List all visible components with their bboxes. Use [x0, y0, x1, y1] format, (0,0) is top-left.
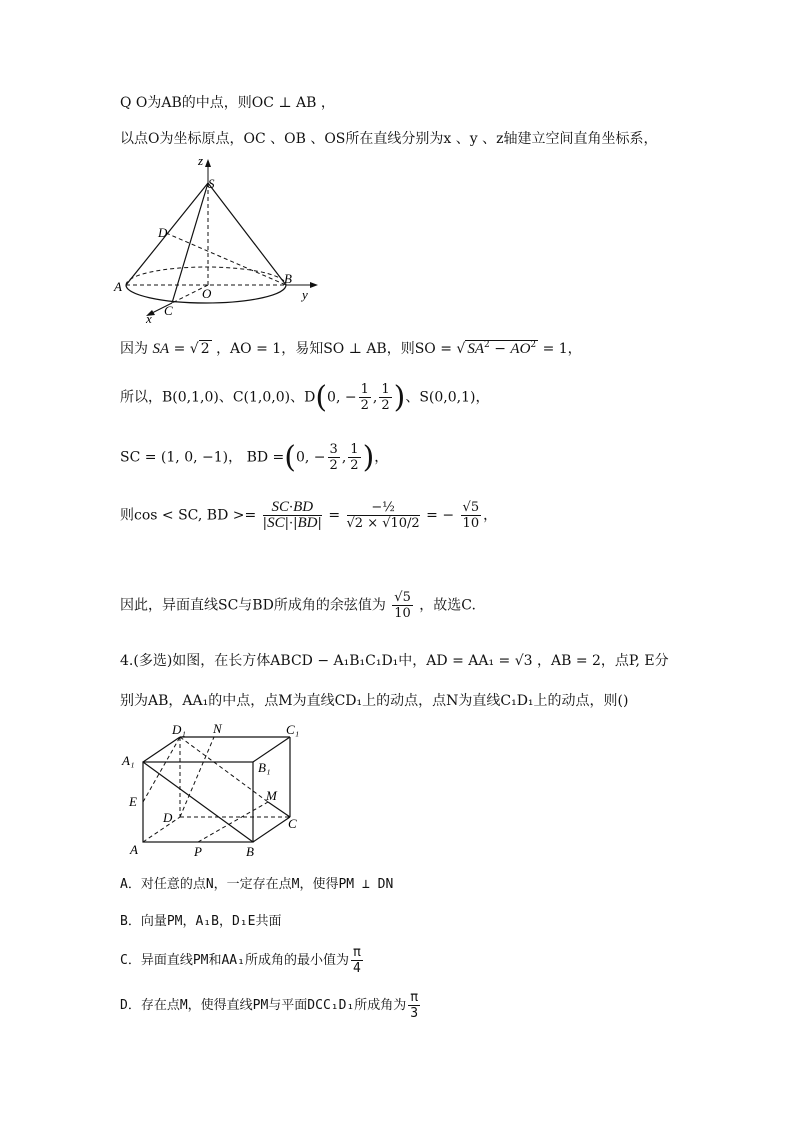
label-B1: B₁: [258, 760, 271, 775]
label-P: P: [194, 844, 202, 859]
label-x: x: [146, 311, 152, 325]
text-line-7: 因此，异面直线SC与BD所成角的余弦值为 $\frac{√5}{10}$ ，故选C.: [120, 590, 476, 621]
label-C: C: [164, 303, 173, 318]
question-4-line-2: 别为AB，AA₁的中点，点M为直线CD₁上的动点，点N为直线C₁D₁上的动点，则(): [120, 693, 629, 709]
label-C: C: [288, 816, 297, 831]
label-C1: C₁: [286, 722, 300, 737]
text-line-2: 以点O为坐标原点，OC 、OB 、OS所在直线分别为x 、y 、z轴建立空间直角坐标系，: [120, 131, 658, 147]
label-E: E: [129, 794, 137, 809]
label-O: O: [202, 286, 212, 301]
text-line-5: SC = (1, 0, −1)， BD =(0, − $\frac{3}{2}$ , $\frac{1}{2}$ )，: [120, 440, 389, 475]
cuboid-figure: [118, 720, 318, 865]
label-D: D: [163, 810, 173, 825]
text-line-6: 则cos < SC, BD >= $\frac{SC\cdot BD}{|SC|\cdot|BD|}$ = $\frac{\text{−½}}{√2 \times √10/2}$ = − $\frac{√5}{10}$ ，: [120, 499, 498, 531]
label-B: B: [246, 844, 254, 859]
cone-figure: [112, 155, 322, 325]
option-d[interactable]: D．存在点M，使得直线PM与平面DCC₁D₁所成角为 $\frac{\pi}{3}$: [120, 990, 419, 1021]
text-line-1: Q O为AB的中点，则OC ⊥ AB ，: [120, 95, 335, 111]
label-A1: A₁: [122, 753, 135, 768]
label-S: S: [208, 176, 215, 191]
text-line-3: 因为 SA = √ 2 ，AO = 1，易知SO ⊥ AB，则SO = √ $SA^2 - AO^2 = 1$，: [120, 340, 582, 357]
label-A: A: [114, 279, 122, 294]
option-b[interactable]: B．向量PM，A₁B，D₁E共面: [120, 914, 282, 929]
option-a[interactable]: A．对任意的点N，一定存在点M，使得PM ⊥ DN: [120, 877, 394, 892]
option-c[interactable]: C．异面直线PM和AA₁所成角的最小值为 $\frac{\pi}{4}$: [120, 945, 361, 976]
label-D: D: [158, 225, 168, 240]
label-z: z: [198, 155, 204, 168]
label-D1: D₁: [172, 722, 186, 737]
question-4-line-1: 4.(多选)如图，在长方体ABCD − A₁B₁C₁D₁中，AD = AA₁ = √3 ，AB = 2，点P, E分: [120, 653, 669, 669]
label-M: M: [266, 788, 277, 803]
label-A: A: [130, 842, 138, 857]
label-y: y: [302, 287, 308, 302]
label-N: N: [213, 721, 222, 736]
text-line-4: 所以，B(0,1,0)、C(1,0,0)、D(0, − $\frac{1}{2}$ , $\frac{1}{2}$ )、S(0,0,1)，: [120, 380, 490, 415]
label-B: B: [284, 271, 292, 286]
